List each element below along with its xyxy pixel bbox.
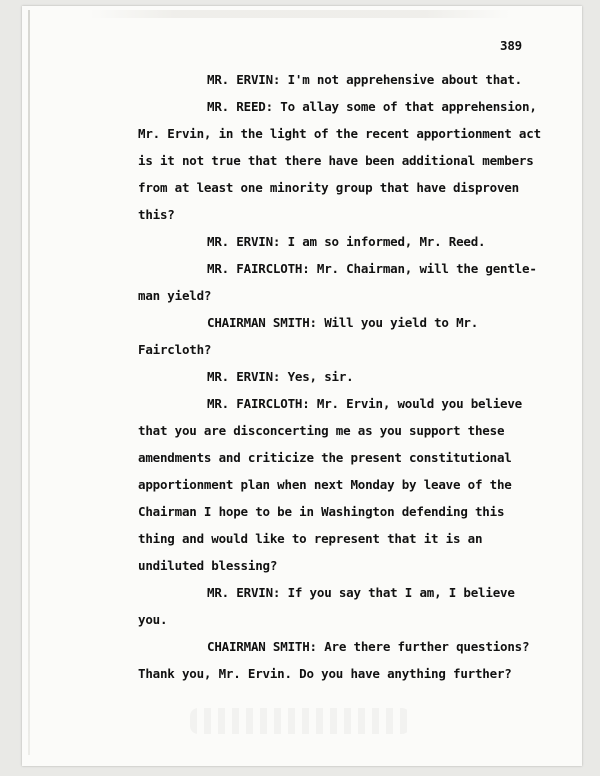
transcript-line: MR. ERVIN: I'm not apprehensive about that. bbox=[207, 72, 523, 87]
bottom-bleed-through bbox=[190, 708, 410, 734]
transcript-line: CHAIRMAN SMITH: Will you yield to Mr. bbox=[207, 315, 479, 330]
page-number: 389 bbox=[500, 38, 522, 53]
transcript-line: from at least one minority group that have disproven bbox=[138, 180, 519, 195]
transcript-line: Faircloth? bbox=[138, 342, 212, 357]
transcript-line: MR. ERVIN: I am so informed, Mr. Reed. bbox=[207, 234, 486, 249]
transcript-line: MR. FAIRCLOTH: Mr. Ervin, would you believe bbox=[207, 396, 523, 411]
transcript-line: Mr. Ervin, in the light of the recent apportionment act bbox=[138, 126, 541, 141]
transcript-line: Chairman I hope to be in Washington defending this bbox=[138, 504, 505, 519]
transcript-line: undiluted blessing? bbox=[138, 558, 278, 573]
transcript-line: you. bbox=[138, 612, 168, 627]
transcript-line: man yield? bbox=[138, 288, 212, 303]
transcript-line: CHAIRMAN SMITH: Are there further questions? bbox=[207, 639, 530, 654]
top-bleed-through bbox=[90, 10, 510, 18]
page-edge-shadow bbox=[28, 10, 30, 755]
transcript-line: that you are disconcerting me as you support these bbox=[138, 423, 505, 438]
transcript-line: this? bbox=[138, 207, 175, 222]
transcript-line: MR. ERVIN: Yes, sir. bbox=[207, 369, 354, 384]
transcript-line: apportionment plan when next Monday by leave of the bbox=[138, 477, 512, 492]
transcript-line: MR. FAIRCLOTH: Mr. Chairman, will the gentle- bbox=[207, 261, 537, 276]
transcript-line: thing and would like to represent that it is an bbox=[138, 531, 483, 546]
transcript-line: amendments and criticize the present constitutional bbox=[138, 450, 512, 465]
transcript-line: Thank you, Mr. Ervin. Do you have anything further? bbox=[138, 666, 512, 681]
transcript-line: is it not true that there have been additional members bbox=[138, 153, 534, 168]
transcript-line: MR. ERVIN: If you say that I am, I believe bbox=[207, 585, 515, 600]
transcript-line: MR. REED: To allay some of that apprehension, bbox=[207, 99, 537, 114]
